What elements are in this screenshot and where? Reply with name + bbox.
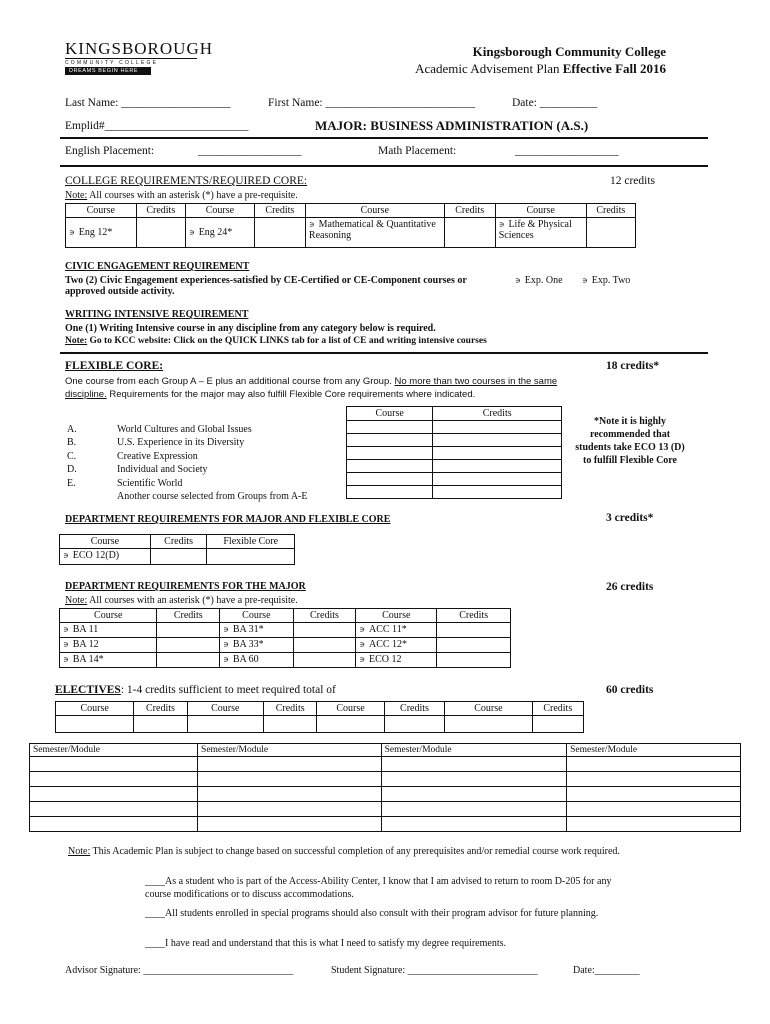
table-row — [347, 486, 562, 499]
credits-cell[interactable] — [157, 623, 220, 638]
semester-cell[interactable] — [198, 757, 382, 772]
col-header: Course — [356, 609, 437, 623]
access-ability-statement[interactable]: ____As a student who is part of the Access-Ability Center, I know that I am advised to return to room D-205 for any course modifications or to discuss accommodations. — [145, 876, 612, 900]
col-header: Course — [445, 702, 532, 716]
desc-part: One course from each Group A – E plus an additional course from any Group. — [65, 376, 395, 387]
logo-tagline: DREAMS BEGIN HERE — [65, 67, 151, 75]
table-row — [30, 757, 741, 772]
credits-cell[interactable] — [254, 218, 305, 248]
group-name: World Cultures and Global Issues — [117, 424, 252, 435]
table-row — [347, 460, 562, 473]
group-item — [65, 490, 308, 503]
note-label: Note: — [68, 846, 91, 857]
checkbox-icon[interactable]: ∍ — [63, 640, 69, 649]
semester-cell[interactable] — [381, 817, 567, 832]
table-row — [347, 434, 562, 447]
semester-cell[interactable] — [30, 787, 198, 802]
col-header: Credits — [157, 609, 220, 623]
college-name: Kingsborough Community College — [472, 44, 666, 59]
group-name: Scientific World — [117, 477, 183, 489]
course-name: ACC 12* — [369, 639, 408, 650]
flexible-groups — [65, 423, 308, 503]
credits-cell[interactable] — [264, 716, 317, 733]
note-text: This Academic Plan is subject to change based on successful completion of any prerequisites and/or remedial course work required. — [90, 846, 620, 857]
dept-major-table — [59, 608, 511, 668]
credits-cell[interactable] — [157, 638, 220, 653]
credits-cell[interactable] — [433, 434, 562, 447]
table-header-row — [347, 407, 562, 421]
course-cell[interactable] — [356, 653, 437, 668]
plan-prefix: Academic Advisement Plan — [415, 61, 563, 76]
course-cell[interactable] — [347, 460, 433, 473]
semester-cell[interactable] — [567, 802, 741, 817]
col-header: Course — [60, 609, 157, 623]
emplid-field[interactable]: Emplid#_________________________ — [65, 120, 249, 132]
note-text: All courses with an asterisk (*) have a pre-requisite. — [87, 190, 298, 201]
col-header: Credits — [532, 702, 583, 716]
course-name: BA 14* — [72, 654, 104, 665]
col-header: Semester/Module — [30, 744, 198, 757]
course-cell[interactable] — [347, 473, 433, 486]
note-label: Note: — [65, 190, 88, 201]
course-name: BA 11 — [72, 624, 99, 635]
col-header: Course — [495, 204, 586, 218]
credits-cell[interactable] — [157, 653, 220, 668]
table-row — [347, 421, 562, 434]
flexible-table — [346, 406, 562, 499]
advisor-signature-field[interactable]: Advisor Signature: ______________________________ — [65, 965, 294, 976]
flexible-side-note: *Note it is highly recommended that students take ECO 13 (D) to fulfill Flexible Core — [575, 416, 685, 466]
credits-cell[interactable] — [532, 716, 583, 733]
semester-cell[interactable] — [381, 772, 567, 787]
first-name-field[interactable]: First Name: __________________________ — [268, 97, 475, 109]
signature-date-field[interactable]: Date:_________ — [573, 965, 640, 976]
divider — [60, 137, 708, 139]
course-cell[interactable] — [60, 549, 151, 565]
checkbox-icon[interactable]: ∍ — [308, 220, 315, 229]
group-item — [65, 477, 308, 490]
english-placement-label: English Placement: — [65, 145, 155, 157]
note-text: Go to KCC website: Click on the QUICK LINKS tab for a list of CE and writing intensive courses — [87, 336, 487, 346]
dept-major-credits: 26 credits — [606, 581, 654, 593]
checkbox-icon[interactable]: ∍ — [223, 640, 229, 649]
divider — [60, 352, 708, 354]
credits-cell[interactable] — [293, 638, 356, 653]
col-header: Credits — [136, 204, 185, 218]
checkbox-icon[interactable]: ∍ — [582, 276, 588, 285]
exp-two-label: Exp. Two — [591, 275, 631, 286]
core-title: COLLEGE REQUIREMENTS/REQUIRED CORE: — [65, 175, 308, 187]
col-header: Credits — [433, 407, 562, 421]
semester-cell[interactable] — [381, 757, 567, 772]
divider — [60, 165, 708, 167]
group-letter: B. — [67, 437, 77, 449]
desc-part: Requirements for the major may also fulfill Flexible Core requirements where indicated. — [106, 389, 476, 400]
credits-cell[interactable] — [134, 716, 187, 733]
course-name: Mathematical & Quantitative Reasoning — [308, 219, 436, 241]
core-credits: 12 credits — [610, 175, 656, 187]
group-item — [65, 463, 308, 476]
major-title: MAJOR: BUSINESS ADMINISTRATION (A.S.) — [315, 118, 589, 133]
table-row — [60, 653, 511, 668]
checkbox-icon[interactable]: ∍ — [69, 228, 75, 237]
flexible-credits: 18 credits* — [606, 360, 660, 372]
col-header: Course — [56, 702, 134, 716]
col-header: Course — [347, 407, 433, 421]
course-cell[interactable] — [445, 716, 532, 733]
col-header: Semester/Module — [381, 744, 567, 757]
checkbox-icon[interactable]: ∍ — [515, 276, 521, 285]
semester-cell[interactable] — [30, 817, 198, 832]
checkbox-icon[interactable]: ∍ — [359, 655, 365, 664]
table-header-row — [60, 609, 511, 623]
credits-cell[interactable] — [444, 218, 495, 248]
course-name: ECO 12 — [369, 654, 402, 665]
checkbox-icon[interactable]: ∍ — [188, 228, 195, 237]
course-name: Eng 24* — [198, 227, 233, 238]
course-cell[interactable] — [220, 623, 294, 638]
col-header: Course — [66, 204, 137, 218]
credits-cell[interactable] — [437, 623, 511, 638]
group-item — [65, 423, 308, 436]
col-header: Credits — [264, 702, 317, 716]
col-header: Course — [317, 702, 385, 716]
group-name: U.S. Experience in its Diversity — [117, 437, 245, 449]
col-header: Flexible Core — [207, 535, 295, 549]
col-header: Credits — [150, 535, 207, 549]
table-row — [56, 716, 584, 733]
semester-cell[interactable] — [567, 772, 741, 787]
course-cell[interactable] — [356, 638, 437, 653]
course-cell[interactable] — [347, 421, 433, 434]
logo-subtitle: COMMUNITY COLLEGE — [65, 58, 197, 67]
credits-cell[interactable] — [384, 716, 444, 733]
core-table — [65, 203, 636, 248]
civic-text: Two (2) Civic Engagement experiences-satisfied by CE-Certified or CE-Component courses or approved outside activity. — [65, 275, 467, 297]
checkbox-icon[interactable]: ∍ — [63, 625, 69, 634]
desc-underlined: No more than two courses in the same discipline. — [65, 376, 558, 400]
table-row — [30, 772, 741, 787]
credits-cell[interactable] — [150, 549, 207, 565]
semester-cell[interactable] — [567, 757, 741, 772]
semester-cell[interactable] — [198, 817, 382, 832]
math-placement-field[interactable]: __________________ — [515, 145, 619, 157]
group-item — [65, 450, 308, 463]
course-cell[interactable] — [185, 218, 254, 248]
last-name-field[interactable]: Last Name: ___________________ — [65, 97, 231, 109]
credits-cell[interactable] — [433, 447, 562, 460]
note-label: Note: — [65, 595, 88, 606]
civic-title: CIVIC ENGAGEMENT REQUIREMENT — [65, 261, 250, 272]
dept-major-note — [65, 595, 298, 606]
college-logo — [65, 39, 214, 76]
semester-cell[interactable] — [198, 787, 382, 802]
course-cell[interactable] — [220, 653, 294, 668]
course-name: BA 33* — [232, 639, 264, 650]
course-cell[interactable] — [66, 218, 137, 248]
table-header-row — [30, 744, 741, 757]
table-row — [30, 817, 741, 832]
course-cell[interactable] — [356, 623, 437, 638]
table-row — [60, 623, 511, 638]
credits-cell[interactable] — [437, 638, 511, 653]
footer-note — [68, 845, 698, 858]
course-name: BA 12 — [72, 639, 99, 650]
core-note — [65, 190, 298, 201]
credits-cell[interactable] — [433, 486, 562, 499]
dept-major-title: DEPARTMENT REQUIREMENTS FOR THE MAJOR — [65, 581, 306, 592]
table-row — [60, 638, 511, 653]
table-row — [30, 802, 741, 817]
dept-flex-credits: 3 credits* — [606, 512, 654, 524]
acknowledgement-statement[interactable]: ____I have read and understand that this is what I need to satisfy my degree requirements. — [145, 938, 507, 949]
credits-cell[interactable] — [433, 473, 562, 486]
course-cell[interactable] — [56, 716, 134, 733]
semester-cell[interactable] — [30, 772, 198, 787]
course-cell[interactable] — [187, 716, 264, 733]
flexible-title: FLEXIBLE CORE: — [65, 360, 164, 372]
semester-cell[interactable] — [381, 787, 567, 802]
table-header-row — [66, 204, 636, 218]
col-header: Credits — [134, 702, 187, 716]
civic-exp-two[interactable] — [582, 275, 630, 286]
credits-cell[interactable] — [437, 653, 511, 668]
electives-table — [55, 701, 584, 733]
course-cell[interactable] — [220, 638, 294, 653]
electives-title: ELECTIVES — [55, 684, 121, 696]
plan-title — [415, 61, 666, 77]
group-name: Another course selected from Groups from A-E — [117, 491, 308, 503]
course-cell[interactable] — [60, 638, 157, 653]
checkbox-icon[interactable]: ∍ — [223, 655, 229, 664]
group-name: Individual and Society — [117, 464, 208, 476]
col-header: Credits — [384, 702, 444, 716]
table-row — [66, 218, 636, 248]
course-cell[interactable] — [60, 653, 157, 668]
col-header: Course — [185, 204, 254, 218]
table-row — [60, 549, 295, 565]
group-letter: D. — [67, 464, 77, 476]
math-placement-label: Math Placement: — [378, 145, 457, 157]
col-header: Semester/Module — [198, 744, 382, 757]
semester-cell[interactable] — [567, 817, 741, 832]
credits-cell[interactable] — [293, 623, 356, 638]
credits-cell[interactable] — [433, 460, 562, 473]
col-header: Credits — [586, 204, 635, 218]
col-header: Course — [220, 609, 294, 623]
group-letter: E. — [67, 477, 76, 489]
credits-cell[interactable] — [136, 218, 185, 248]
col-header: Semester/Module — [567, 744, 741, 757]
table-header-row — [56, 702, 584, 716]
note-text: All courses with an asterisk (*) have a pre-requisite. — [87, 595, 298, 606]
checkbox-icon[interactable]: ∍ — [223, 625, 229, 634]
course-cell[interactable] — [347, 486, 433, 499]
checkbox-icon[interactable]: ∍ — [63, 655, 69, 664]
course-cell[interactable] — [60, 623, 157, 638]
course-name: ACC 11* — [369, 624, 407, 635]
group-letter: C. — [67, 450, 77, 462]
table-row — [347, 473, 562, 486]
electives-heading — [55, 684, 336, 696]
col-header: Course — [187, 702, 264, 716]
semester-cell[interactable] — [381, 802, 567, 817]
checkbox-icon[interactable]: ∍ — [63, 551, 69, 560]
english-placement-field[interactable]: __________________ — [198, 145, 302, 157]
semester-cell[interactable] — [198, 772, 382, 787]
checkbox-icon[interactable]: ∍ — [498, 220, 505, 229]
semester-table — [29, 743, 741, 832]
course-name: BA 31* — [232, 624, 264, 635]
col-header: Credits — [293, 609, 356, 623]
table-row — [347, 447, 562, 460]
course-cell[interactable] — [347, 434, 433, 447]
credits-cell[interactable] — [293, 653, 356, 668]
group-name: Creative Expression — [117, 450, 198, 462]
course-cell[interactable] — [317, 716, 385, 733]
logo-name: KINGSBOROUGH — [65, 39, 214, 58]
writing-text: One (1) Writing Intensive course in any discipline from any category below is required. — [65, 323, 436, 334]
credits-cell[interactable] — [586, 218, 635, 248]
col-header: Credits — [254, 204, 305, 218]
semester-cell[interactable] — [30, 757, 198, 772]
group-letter: A. — [67, 424, 77, 435]
flexible-description — [65, 375, 577, 401]
course-name: Eng 12* — [78, 227, 113, 238]
semester-cell[interactable] — [567, 787, 741, 802]
course-cell[interactable] — [305, 218, 444, 248]
note-label: Note: — [65, 336, 88, 346]
checkbox-icon[interactable]: ∍ — [359, 625, 365, 634]
civic-exp-one[interactable] — [515, 275, 563, 286]
course-name: BA 60 — [232, 654, 259, 665]
col-header: Course — [60, 535, 151, 549]
writing-note — [65, 336, 487, 346]
course-cell[interactable] — [347, 447, 433, 460]
electives-credits: 60 credits — [606, 684, 654, 696]
col-header: Credits — [444, 204, 495, 218]
writing-title: WRITING INTENSIVE REQUIREMENT — [65, 309, 249, 320]
course-cell[interactable] — [495, 218, 586, 248]
plan-effective: Effective Fall 2016 — [562, 61, 666, 76]
dept-flex-title: DEPARTMENT REQUIREMENTS FOR MAJOR AND FLEXIBLE CORE — [65, 514, 391, 525]
credits-cell[interactable] — [433, 421, 562, 434]
table-row — [30, 787, 741, 802]
course-name: Life & Physical Sciences — [498, 219, 572, 241]
student-signature-field[interactable]: Student Signature: __________________________ — [331, 965, 538, 976]
semester-cell[interactable] — [198, 802, 382, 817]
group-item — [65, 436, 308, 449]
col-header: Course — [305, 204, 444, 218]
table-header-row — [60, 535, 295, 549]
semester-cell[interactable] — [30, 802, 198, 817]
electives-text: : 1-4 credits sufficient to meet required total of — [120, 684, 336, 696]
exp-one-label: Exp. One — [524, 275, 563, 286]
course-name: ECO 12(D) — [72, 550, 120, 561]
special-programs-statement[interactable]: ____All students enrolled in special programs should also consult with their program advisor for future planning. — [145, 908, 599, 919]
date-field[interactable]: Date: __________ — [512, 97, 598, 109]
dept-flex-table — [59, 534, 295, 565]
col-header: Credits — [437, 609, 511, 623]
checkbox-icon[interactable]: ∍ — [359, 640, 365, 649]
flexible-core-cell[interactable] — [207, 549, 295, 565]
